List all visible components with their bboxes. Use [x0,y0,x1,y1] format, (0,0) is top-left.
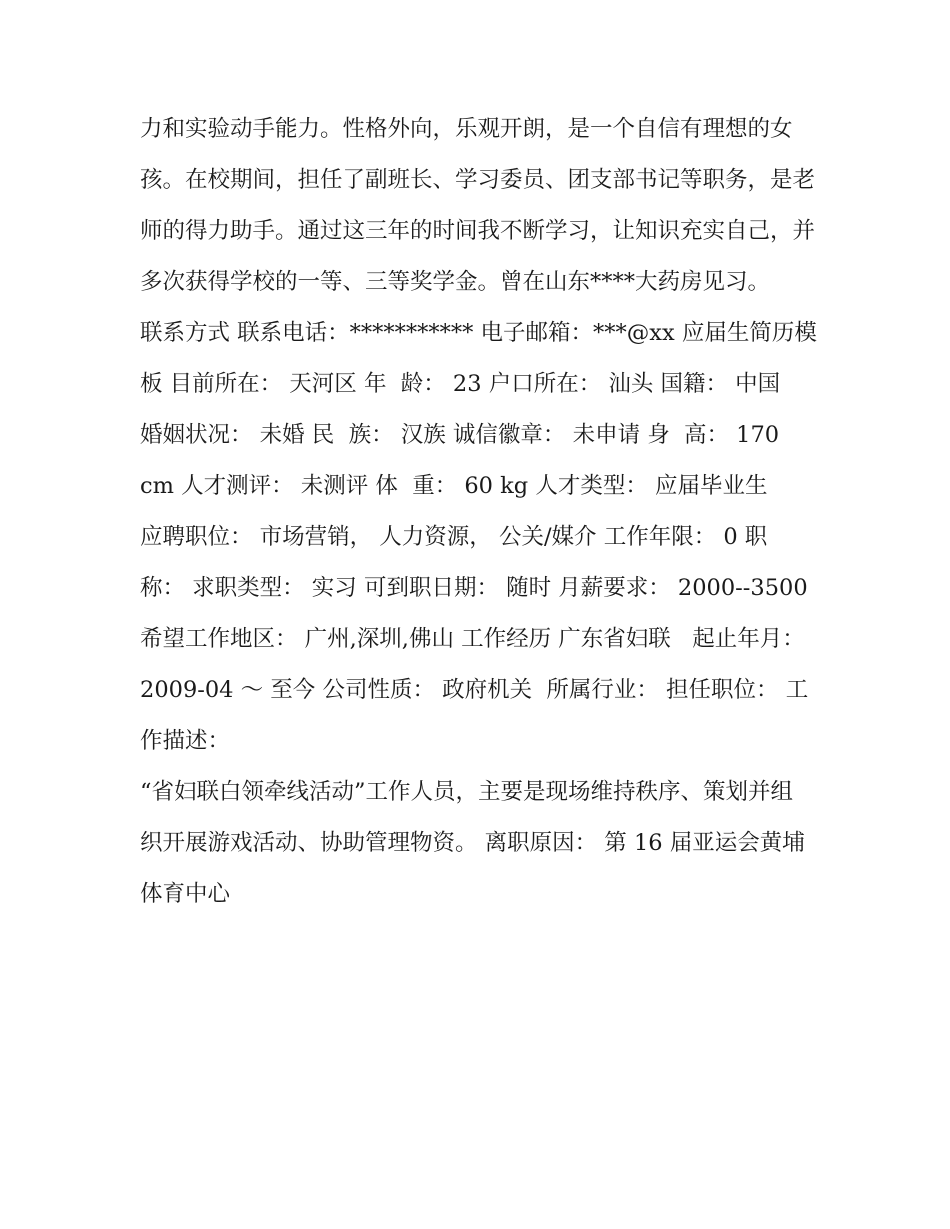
paragraph-personal-details: 婚姻状况： 未婚 民 族： 汉族 诚信徽章： 未申请 身 高： 170 cm 人才测评： 未测评 体 重： 60 kg 人才类型： 应届毕业生 [140,422,787,499]
paragraph-self-introduction: 力和实验动手能力。性格外向，乐观开朗，是一个自信有理想的女孩。在校期间，担任了副班长、学习委员、团支部书记等职务，是老师的得力助手。通过这三年的时间我不断学习，让知识充实自己，并多次获得学校的一等、三等奖学金。曾在山东****大药房见习。 [140,116,816,295]
paragraph-job-intention: 应聘职位： 市场营销， 人力资源， 公关/媒介 工作年限： 0 职 称： 求职类型： 实习 可到职日期： 随时 月薪要求： 2000--3500 [140,524,808,601]
paragraph-contact-info: 联系方式 联系电话：*********** 电子邮箱：***@xx 应届生简历模板 目前所在： 天河区 年 龄： 23 户口所在： 汕头 国籍： 中国 [140,320,817,397]
paragraph-work-experience: 希望工作地区： 广州,深圳,佛山 工作经历 广东省妇联 起止年月：2009-04 ～ 至今 公司性质： 政府机关 所属行业： 担任职位： 工作描述： [140,626,809,754]
document-body [140,104,820,920]
paragraph-job-description: “省妇联白领牵线活动”工作人员，主要是现场维持秩序、策划并组 织开展游戏活动、协助管理物资。 离职原因： 第 16 届亚运会黄埔体育中心 [140,779,805,907]
